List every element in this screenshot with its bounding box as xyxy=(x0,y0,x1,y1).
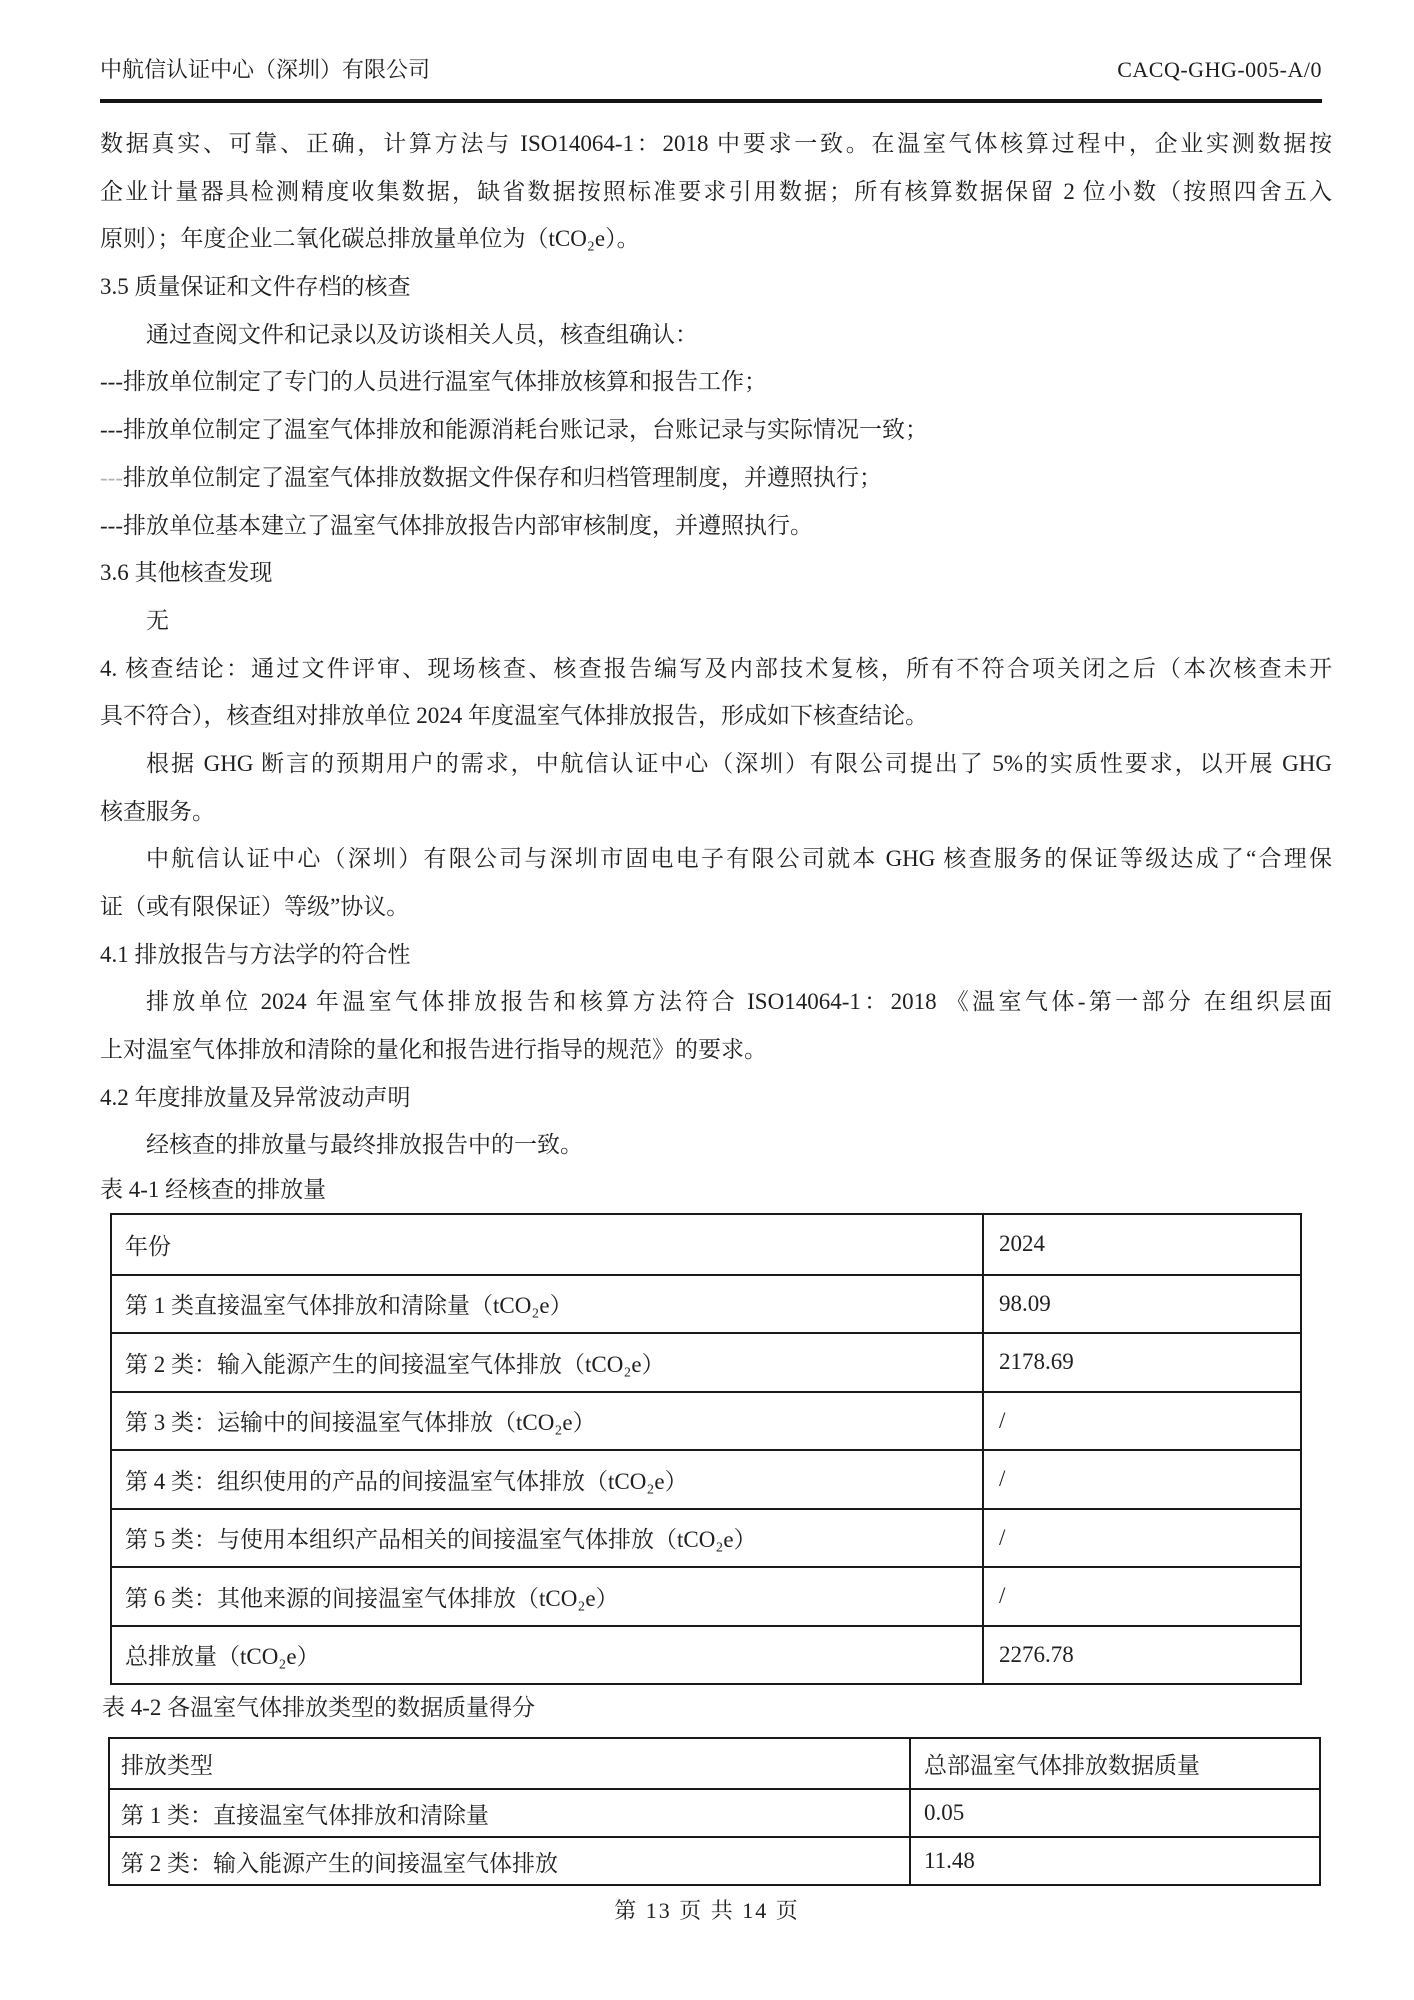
table-4-2-caption: 表 4-2 各温室气体排放类型的数据质量得分 xyxy=(102,1695,536,1720)
table-cell-value: / xyxy=(999,1583,1006,1609)
table-cell-label: 第 6 类：其他来源的间接温室气体排放（tCO₂e） xyxy=(112,1568,984,1625)
paragraph-line: 中航信认证中心（深圳）有限公司与深圳市固电电子有限公司就本 GHG 核查服务的保证等级达成了“合理保 xyxy=(146,846,1332,872)
paragraph-line: 核查服务。 xyxy=(100,798,215,824)
table-cell-value: 98.09 xyxy=(999,1290,1051,1316)
list-item: ---排放单位制定了专门的人员进行温室气体排放核算和报告工作； xyxy=(100,369,767,395)
paragraph-line: 上对温室气体排放和清除的量化和报告进行指导的规范》的要求。 xyxy=(100,1037,767,1063)
table-cell-label: 年份 xyxy=(112,1215,984,1274)
dash-prefix: --- xyxy=(100,464,123,490)
table-row xyxy=(112,1566,1300,1625)
table-4-2 xyxy=(108,1737,1321,1886)
table-cell-label: 第 1 类：直接温室气体排放和清除量 xyxy=(110,1790,911,1836)
section-heading-4-1: 4.1 排放报告与方法学的符合性 xyxy=(100,941,411,967)
table-cell-value: 0.05 xyxy=(924,1800,965,1825)
table-row xyxy=(112,1215,1300,1274)
paragraph-line: 具不符合），核查组对排放单位 2024 年度温室气体排放报告，形成如下核查结论。 xyxy=(100,703,928,729)
table-cell-label: 第 4 类：组织使用的产品的间接温室气体排放（tCO₂e） xyxy=(112,1451,984,1508)
paragraph-line: 数据真实、可靠、正确，计算方法与 ISO14064-1：2018 中要求一致。在温室气体核算过程中，企业实测数据按 xyxy=(100,131,1332,156)
table-row xyxy=(110,1788,1319,1836)
table-cell-label: 总排放量（tCO₂e） xyxy=(112,1627,984,1684)
table-row xyxy=(110,1836,1319,1884)
section-heading-3-6: 3.6 其他核查发现 xyxy=(100,560,273,586)
table-row xyxy=(112,1625,1300,1684)
table-cell-value: 11.48 xyxy=(924,1848,975,1873)
table-cell-label: 第 1 类直接温室气体排放和清除量（tCO₂e） xyxy=(112,1276,984,1333)
table-cell-label: 第 2 类：输入能源产生的间接温室气体排放 xyxy=(110,1838,911,1884)
table-row xyxy=(112,1391,1300,1450)
paragraph-line: 无 xyxy=(146,607,169,633)
paragraph-line: 原则）；年度企业二氧化碳总排放量单位为（tCO₂e）。 xyxy=(100,226,640,252)
header-company-name: 中航信认证中心（深圳）有限公司 xyxy=(100,57,431,82)
table-4-1-caption: 表 4-1 经核查的排放量 xyxy=(100,1177,327,1202)
table-header-cell: 总部温室气体排放数据质量 xyxy=(924,1753,1200,1778)
section-heading-4-2: 4.2 年度排放量及异常波动声明 xyxy=(100,1084,411,1110)
table-row xyxy=(112,1274,1300,1333)
table-cell-label: 第 5 类：与使用本组织产品相关的间接温室气体排放（tCO₂e） xyxy=(112,1510,984,1567)
list-item xyxy=(100,454,1332,502)
table-cell-value: / xyxy=(999,1524,1006,1550)
table-cell-value: 2024 xyxy=(999,1231,1045,1257)
table-row xyxy=(112,1508,1300,1567)
table-header-cell: 排放类型 xyxy=(110,1739,911,1788)
page-number: 第 13 页 共 14 页 xyxy=(614,1898,800,1923)
list-item: ---排放单位基本建立了温室气体排放报告内部审核制度，并遵照执行。 xyxy=(100,512,813,538)
paragraph-line: 企业计量器具检测精度收集数据，缺省数据按照标准要求引用数据；所有核算数据保留 2 位小数（按照四舍五入 xyxy=(100,178,1332,204)
paragraph-line: 证（或有限保证）等级”协议。 xyxy=(100,894,410,919)
table-cell-value: / xyxy=(999,1466,1006,1492)
section-heading-3-5: 3.5 质量保证和文件存档的核查 xyxy=(100,274,411,300)
paragraph-line: 通过查阅文件和记录以及访谈相关人员，核查组确认： xyxy=(146,321,698,347)
paragraph-line: 排放单位 2024 年温室气体排放报告和核算方法符合 ISO14064-1：2018 《温室气体-第一部分 在组织层面 xyxy=(146,989,1332,1015)
table-row xyxy=(112,1449,1300,1508)
table-header-row xyxy=(110,1739,1319,1788)
table-cell-value: 2276.78 xyxy=(999,1641,1074,1667)
table-cell-label: 第 2 类：输入能源产生的间接温室气体排放（tCO₂e） xyxy=(112,1334,984,1391)
paragraph-line: 4. 核查结论：通过文件评审、现场核查、核查报告编写及内部技术复核，所有不符合项关闭之后（本次核查未开 xyxy=(100,655,1332,681)
table-cell-value: 2178.69 xyxy=(999,1349,1074,1375)
list-item-text: 排放单位制定了温室气体排放数据文件保存和归档管理制度，并遵照执行； xyxy=(122,464,882,490)
table-row xyxy=(112,1332,1300,1391)
table-cell-label: 第 3 类：运输中的间接温室气体排放（tCO₂e） xyxy=(112,1393,984,1450)
table-4-1 xyxy=(110,1213,1302,1685)
table-cell-value: / xyxy=(999,1407,1006,1433)
header-rule xyxy=(100,99,1322,103)
body-text xyxy=(100,120,1332,1169)
header-doc-code: CACQ-GHG-005-A/0 xyxy=(1117,57,1322,82)
paragraph-line: 根据 GHG 断言的预期用户的需求，中航信认证中心（深圳）有限公司提出了 5%的实质性要求，以开展 GHG xyxy=(146,750,1332,776)
list-item: ---排放单位制定了温室气体排放和能源消耗台账记录，台账记录与实际情况一致； xyxy=(100,417,928,443)
paragraph-line: 经核查的排放量与最终排放报告中的一致。 xyxy=(146,1132,583,1158)
